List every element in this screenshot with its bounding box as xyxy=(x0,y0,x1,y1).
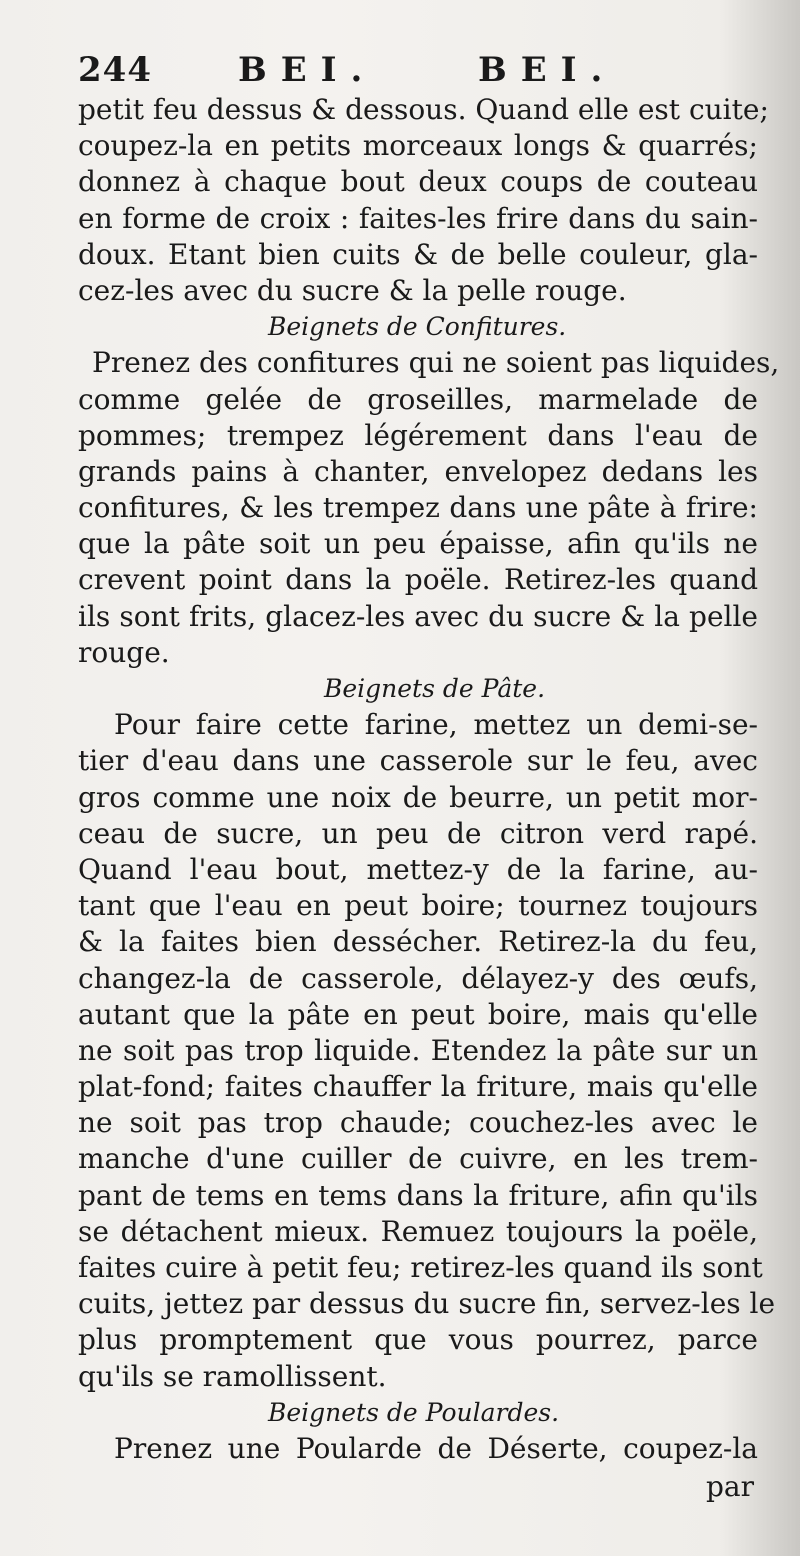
text-line: cez-les avec du sucre & la pelle rouge. xyxy=(78,273,627,307)
text-line: confitures, & les trempez dans une pâte à frire: xyxy=(78,491,758,525)
text-line: plat-fond; faites chauffer la friture, mais qu'elle xyxy=(78,1070,758,1104)
text-line: manche d'une cuiller de cuivre, en les trem- xyxy=(78,1142,758,1176)
text-line: se détachent mieux. Remuez toujours la poële, xyxy=(78,1214,758,1248)
text-line: ne soit pas trop chaude; couchez-les avec le xyxy=(78,1106,758,1140)
text-line: coupez-la en petits morceaux longs & quarrés; xyxy=(78,129,758,163)
text-line: Prenez une Poularde de Déserte, coupez-la xyxy=(114,1431,758,1465)
text-line: tant que l'eau en peut boire; tournez toujours xyxy=(78,889,758,923)
text-line: & la faites bien dessécher. Retirez-la du feu, xyxy=(78,925,758,959)
text-line: en forme de croix : faites-les frire dans du sain- xyxy=(78,201,758,235)
text-line: plus promptement que vous pourrez, parce xyxy=(78,1323,758,1357)
text-line: pommes; trempez légérement dans l'eau de xyxy=(78,418,758,452)
text-line: crevent point dans la poële. Retirez-les quand xyxy=(78,563,758,597)
text-line: changez-la de casserole, délayez-y des œufs, xyxy=(78,961,758,995)
text-line: pant de tems en tems dans la friture, afin qu'ils xyxy=(78,1178,758,1212)
text-line: qu'ils se ramollissent. xyxy=(78,1359,387,1393)
text-line: que la pâte soit un peu épaisse, afin qu'ils ne xyxy=(78,527,758,561)
section-heading-pate: Beignets de Pâte. xyxy=(324,674,546,703)
text-line: ils sont frits, glacez-les avec du sucre & la pelle xyxy=(78,599,758,633)
text-line: tier d'eau dans une casserole sur le feu, avec xyxy=(78,744,758,778)
text-line: comme gelée de groseilles, marmelade de xyxy=(78,382,758,416)
page-body xyxy=(78,92,780,1507)
text-line: petit feu dessus & dessous. Quand elle est cuite; xyxy=(78,93,769,126)
section-heading-poulardes: Beignets de Poulardes. xyxy=(268,1397,560,1427)
text-line: Pour faire cette farine, mettez un demi-se- xyxy=(114,708,758,742)
running-head-left: BEI. xyxy=(238,50,377,90)
text-line: autant que la pâte en peut boire, mais qu'elle xyxy=(78,997,758,1031)
text-line: cuits, jettez par dessus du sucre fin, servez-les le xyxy=(78,1287,776,1321)
catchword: par xyxy=(705,1470,754,1504)
text-line: grands pains à chanter, envelopez dedans les xyxy=(78,454,758,488)
text-line: doux. Etant bien cuits & de belle couleur, gla- xyxy=(78,237,758,271)
text-line: ceau de sucre, un peu de citron verd rapé. xyxy=(78,816,758,850)
section-heading-confitures: Beignets de Confitures. xyxy=(268,312,567,342)
text-line: faites cuire à petit feu; retirez-les quand ils sont xyxy=(78,1251,763,1284)
text-line: Quand l'eau bout, mettez-y de la farine, au- xyxy=(78,852,758,886)
text-line: rouge. xyxy=(78,635,170,669)
text-line: Prenez des confitures qui ne soient pas liquides, xyxy=(92,346,780,380)
running-head-right: BEI. xyxy=(478,50,617,90)
page-number: 244 xyxy=(78,50,152,90)
text-line: donnez à chaque bout deux coups de couteau xyxy=(78,165,758,199)
text-line: gros comme une noix de beurre, un petit mor- xyxy=(78,780,758,814)
text-line: ne soit pas trop liquide. Etendez la pâte sur un xyxy=(78,1033,758,1067)
